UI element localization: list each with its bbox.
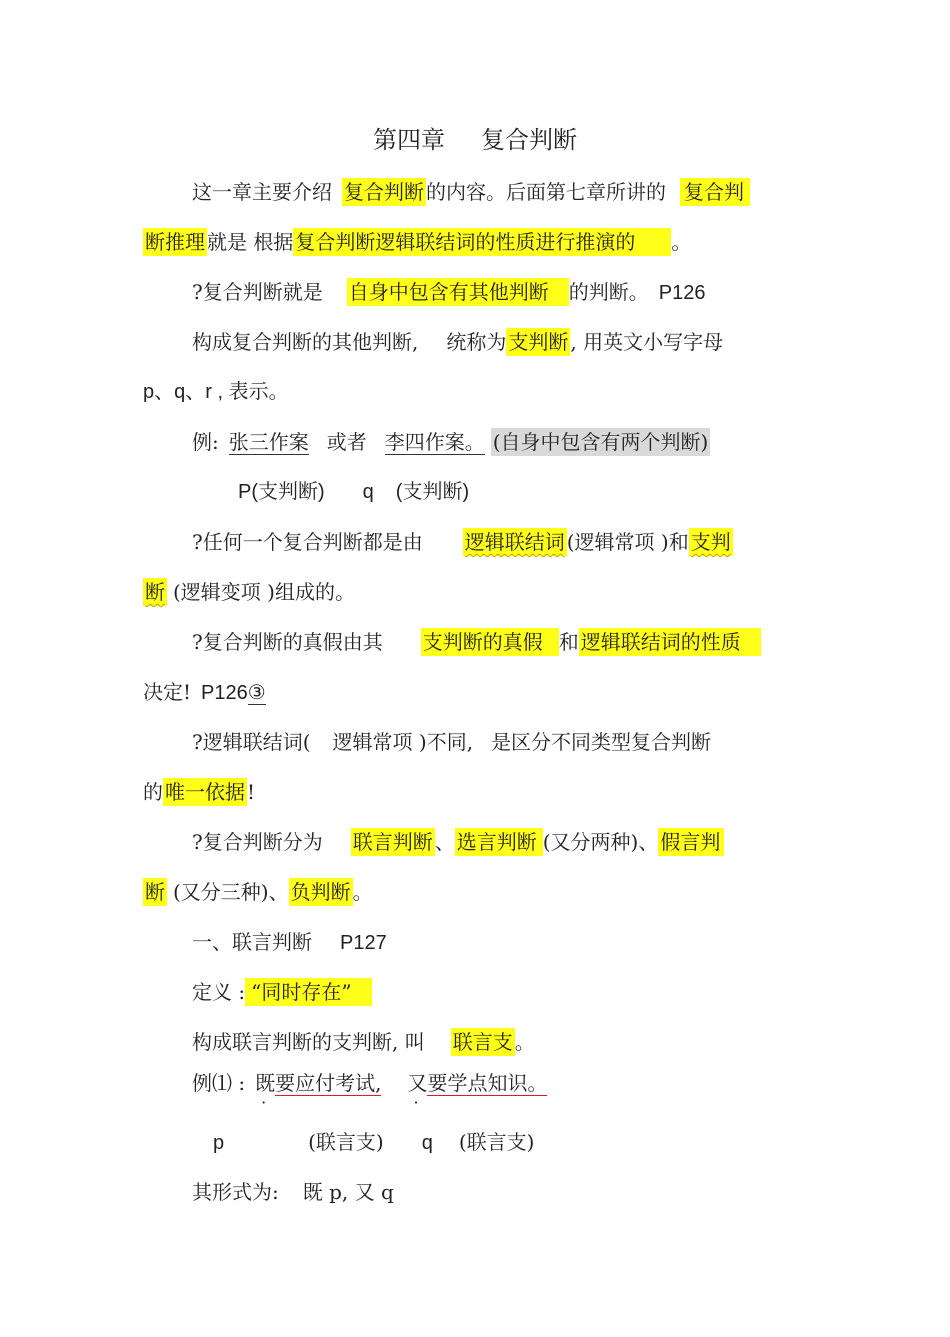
highlight: 断 [145,880,165,904]
example-1-labels [238,478,469,506]
example-2 [192,1069,547,1097]
highlight: 复合判断逻辑联结词的性质进行推演的 [293,228,671,256]
classification-line2 [143,878,373,906]
text: 构成复合判断的其他判断, [192,330,419,354]
page-ref: P126 [658,282,706,304]
text: 就是 根据 [207,230,294,254]
page-ref: P127 [340,932,387,954]
text: q [421,1132,433,1154]
highlight: “同时存在” [245,978,371,1006]
emphasis-text: 既 [255,1071,276,1095]
highlight: 复合判断 [344,180,424,204]
highlight: 联言支 [452,1030,513,1054]
definition-conjunctive [192,978,372,1006]
text: ?复合判断分为 [192,830,323,854]
text: (支判断) [395,481,470,503]
text: p [213,1132,225,1154]
section-title: 一、联言判断 [192,930,312,954]
connective-line1 [192,728,711,756]
text: 决定! [143,680,192,704]
paragraph-intro-line1 [192,178,750,206]
paragraph-intro-line2 [143,228,691,256]
chapter-name: 复合判断 [481,126,577,154]
underlined-text: 要学点知识。 [427,1071,548,1095]
highlight: 唯一依据 [165,780,245,804]
text: (又分三种)、 [173,880,289,904]
text: 其形式为: [192,1180,279,1204]
text: p、q、r , 表示。 [143,381,289,403]
text: P [238,481,252,503]
truth-line1 [192,628,761,656]
circled-number: ③ [247,680,266,704]
text: (又分两种)、 [542,830,659,854]
highlight: 支判 [690,530,731,554]
section-heading [192,928,387,957]
text: 统称为 [446,330,507,354]
underlined-text: 李四作案。 [384,430,485,454]
classification-line1 [192,828,724,856]
highlight: 断推理 [145,230,205,254]
text: 这一章主要介绍 [192,180,332,204]
form-line [192,1178,394,1206]
text: 的判断。 [568,280,649,304]
example-1 [192,428,710,456]
highlight: 断 [145,580,165,604]
highlight: 选言判断 [455,828,543,856]
highlight: 逻辑联结词的性质 [579,628,761,656]
composition-line2 [143,578,355,606]
text: q [362,481,374,503]
text: 构成联言判断的支判断, 叫 [192,1030,425,1054]
text: 。 [671,230,692,254]
text: 或者 [326,430,367,454]
text: 例: [192,430,219,454]
text: 例⑴ : [192,1071,246,1095]
text: (联言支) [458,1130,535,1154]
highlight: 复合判 [680,178,750,206]
emphasis-text: 又 [407,1071,428,1095]
text: 是区分不同类型复合判断 [491,730,712,754]
text: ?逻辑联结词( [192,730,311,754]
page-ref: P126 [201,682,248,704]
text: 和 [558,630,579,654]
highlight: 支判断的真假 [421,628,559,656]
text: 的 [143,780,163,804]
text: ?复合判断就是 [192,280,323,304]
gray-highlight: (自身中包含有两个判断) [492,430,709,454]
text: 、 [434,830,455,854]
highlight: 支判断 [508,330,569,354]
example-2-labels [213,1128,534,1157]
text: , 用英文小写字母 [570,330,724,354]
conjunct-line [192,1028,535,1056]
truth-line2 [143,678,266,707]
highlight: 假言判 [658,828,724,856]
definition-line [192,278,705,307]
text: 逻辑常项 )不同, [332,730,474,754]
formula: 既 p, 又 q [302,1180,394,1204]
chapter-title [0,124,950,156]
text: (逻辑变项 )组成的。 [173,580,355,604]
highlight: 联言判断 [352,830,433,854]
paragraph-sub-judgement-line1 [192,328,723,356]
text: 。 [514,1030,535,1054]
connective-line2 [143,778,255,806]
highlight: 逻辑联结词 [464,530,565,554]
text: ?复合判断的真假由其 [192,630,383,654]
chapter-number: 第四章 [373,126,445,154]
paragraph-sub-judgement-line2 [143,378,289,406]
highlight: 负判断 [290,880,351,904]
underlined-text: 张三作案 [228,430,309,454]
text: 的内容。后面第七章所讲的 [426,180,666,204]
text: (逻辑常项 )和 [566,530,689,554]
text: (联言支) [308,1130,384,1154]
text: ?任何一个复合判断都是由 [192,530,423,554]
text: (支判断) [251,481,325,503]
underlined-text: 要应付考试, [275,1071,382,1095]
text: 。 [352,880,373,904]
composition-line1 [192,528,733,556]
text: 定义 : [192,980,246,1004]
highlight: 自身中包含有其他判断 [347,278,569,306]
text: ! [247,780,256,804]
